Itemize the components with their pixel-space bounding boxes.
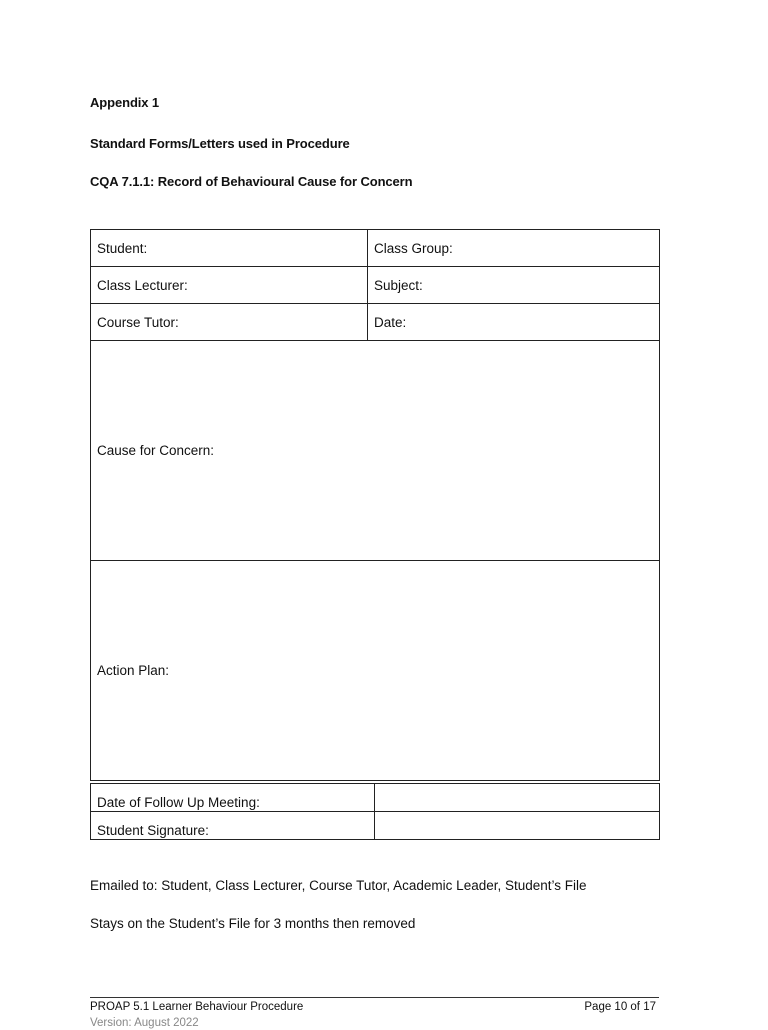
- follow-up-table: [90, 783, 660, 840]
- follow-up-date-input[interactable]: [375, 784, 660, 812]
- class-lecturer-label: Class Lecturer:: [97, 277, 188, 293]
- follow-up-label-cell: [91, 784, 375, 812]
- section-heading: Standard Forms/Letters used in Procedure: [90, 136, 350, 151]
- date-label: Date:: [374, 314, 407, 330]
- course-tutor-field[interactable]: [91, 304, 368, 341]
- form-row: [91, 784, 660, 812]
- footer-version: Version: August 2022: [90, 1017, 199, 1029]
- form-row: [91, 230, 660, 267]
- form-title: CQA 7.1.1: Record of Behavioural Cause for Concern: [90, 174, 413, 189]
- follow-up-label: Date of Follow Up Meeting:: [97, 795, 260, 810]
- date-field[interactable]: [368, 304, 660, 341]
- cause-for-concern-label: Cause for Concern:: [97, 443, 215, 458]
- form-row: [91, 267, 660, 304]
- student-label: Student:: [97, 240, 148, 256]
- form-row: [91, 304, 660, 341]
- subject-field[interactable]: [368, 267, 660, 304]
- footer-procedure-name: PROAP 5.1 Learner Behaviour Procedure: [90, 1001, 304, 1013]
- class-group-label: Class Group:: [374, 240, 453, 256]
- signature-label-cell: [91, 812, 375, 840]
- concern-record-form: [90, 229, 660, 781]
- footer-divider: [90, 997, 659, 998]
- class-lecturer-field[interactable]: [91, 267, 368, 304]
- retention-note: Stays on the Student’s File for 3 months then removed: [90, 916, 416, 931]
- form-row: [91, 561, 660, 781]
- action-plan-label: Action Plan:: [97, 663, 170, 678]
- appendix-heading: Appendix 1: [90, 95, 160, 110]
- student-field[interactable]: [91, 230, 368, 267]
- course-tutor-label: Course Tutor:: [97, 314, 179, 330]
- cause-for-concern-field[interactable]: [91, 341, 660, 561]
- footer-page-number: Page 10 of 17: [584, 1001, 656, 1013]
- action-plan-field[interactable]: [91, 561, 660, 781]
- signature-label: Student Signature:: [97, 823, 209, 838]
- form-row: [91, 341, 660, 561]
- signature-input[interactable]: [375, 812, 660, 840]
- class-group-field[interactable]: [368, 230, 660, 267]
- form-row: [91, 812, 660, 840]
- emailed-to-note: Emailed to: Student, Class Lecturer, Course Tutor, Academic Leader, Student’s File: [90, 878, 587, 893]
- subject-label: Subject:: [374, 277, 423, 293]
